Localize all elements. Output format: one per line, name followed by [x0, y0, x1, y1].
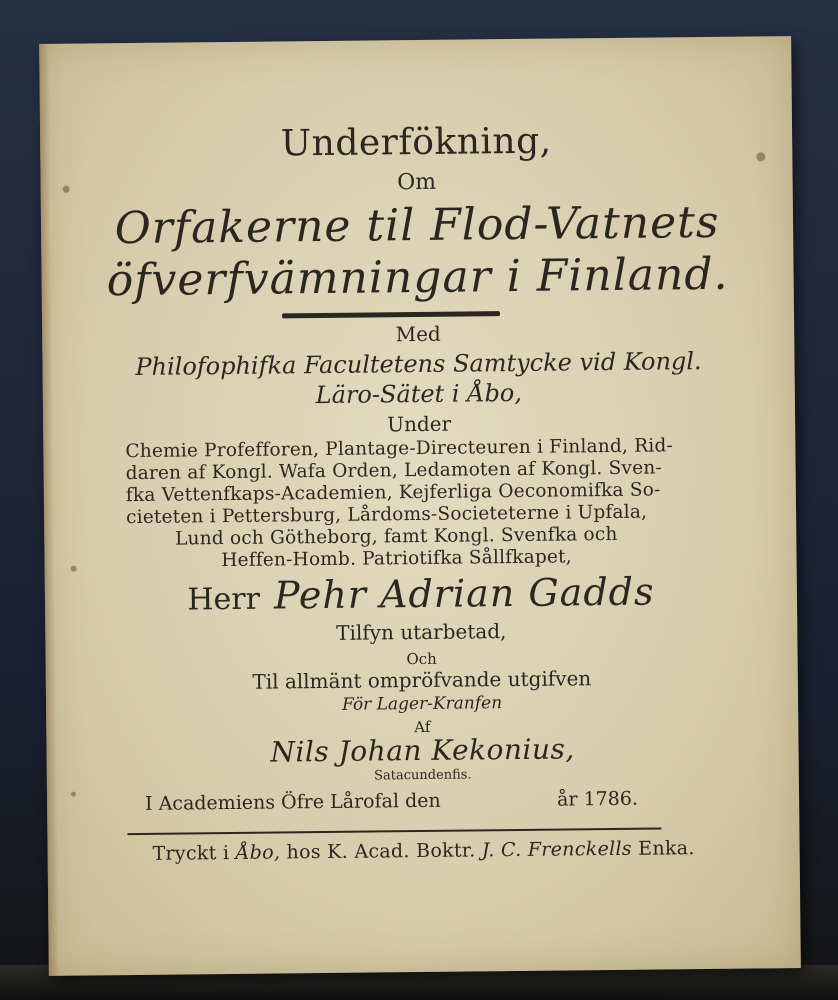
imprint-place: Åbo,: [235, 841, 281, 864]
description-line: daren af Kongl. Wafa Orden, Ledamoten af Kongl. Sven-: [125, 457, 662, 485]
tilsyn-text: Tilfyn utarbetad,: [336, 619, 507, 645]
imprint-line: [48, 836, 800, 866]
title-page: [39, 36, 801, 976]
description-line: Lund och Götheborg, famt Kongl. Svenfka och: [175, 523, 618, 550]
imprint-part: hos K. Acad. Boktr.: [286, 839, 476, 864]
paper-stain: [71, 566, 77, 572]
faculty-line-1: Philofophifka Facultetens Samtycke vid Kongl.: [135, 347, 702, 381]
description-line: cieteten i Pettersburg, Lårdoms-Societeterne i Upfala,: [125, 501, 648, 529]
imprint-rule: [127, 827, 661, 835]
description-line: fka Vettenfkaps-Academien, Kejferliga Oeconomifka So-: [125, 479, 661, 507]
med-text: Med: [395, 321, 441, 347]
under-text: Under: [387, 411, 452, 437]
imprint-printer: J. C. Frenckells: [481, 837, 632, 862]
ornamental-rule: [282, 311, 500, 318]
faculty-line-2: Läro-Sätet i Åbo,: [315, 378, 523, 410]
dedicatee-row: [45, 568, 797, 620]
academy-date-row: [47, 786, 799, 815]
imprint-part: Enka.: [638, 837, 695, 860]
title-om: Om: [397, 169, 437, 196]
herr-text: Herr: [187, 581, 261, 618]
imprint-part: Tryckt i: [152, 842, 230, 865]
title-line-3: öfverfvämningar i Finland.: [106, 248, 729, 307]
paper-stain: [71, 792, 76, 797]
for-text: För Lager-Kranfen: [341, 693, 503, 715]
dedicatee-name: Pehr Adrian Gadds: [273, 569, 655, 618]
och-text: Och: [406, 649, 437, 669]
author-name: Nils Johan Kekonius,: [270, 732, 575, 769]
satacundensis-text: Satacundenfis.: [373, 767, 472, 784]
description-line: Heffen-Homb. Patriotifka Sållfkapet,: [221, 546, 572, 572]
description-line: Chemie Profefforen, Plantage-Directeuren i Finland, Rid-: [125, 435, 674, 463]
academy-text: I Academiens Öfre Lårofal den: [144, 789, 441, 815]
title-line-2: Orfakerne til Flod-Vatnets: [114, 196, 720, 255]
allmant-text: Til allmänt ompröfvande utgifven: [252, 666, 592, 694]
year-text: år 1786.: [556, 787, 639, 811]
title-line-1: Underfökning,: [280, 120, 552, 165]
af-text: Af: [414, 717, 431, 737]
